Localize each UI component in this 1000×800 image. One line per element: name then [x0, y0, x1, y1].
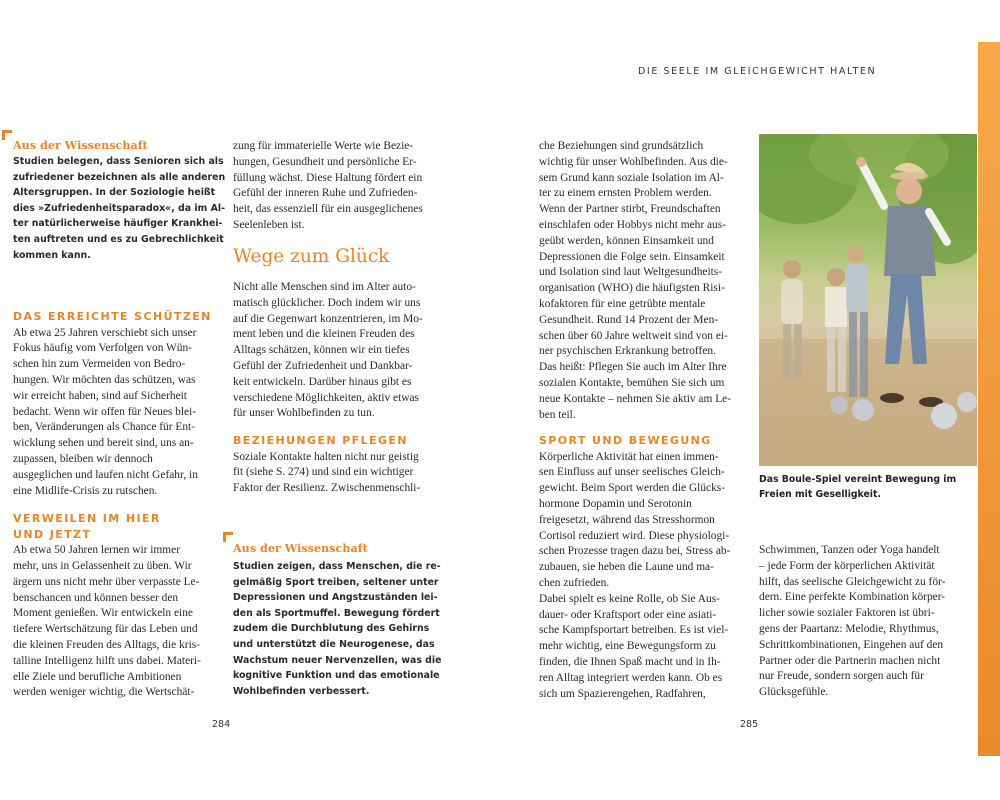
text-line: Dabei spielt es keine Rolle, ob Sie Aus- — [539, 592, 720, 605]
text-line: und Isolation sind laut Weltgesundheits- — [539, 266, 723, 279]
photo-caption — [759, 473, 956, 503]
text-line: Das heißt: Pflegen Sie auch im Alter Ihre — [539, 361, 727, 374]
text-line: licher sowie sozialer Faktoren ist übri- — [759, 607, 935, 620]
text-line: hungen, Gesundheit und persönliche Er- — [233, 155, 417, 168]
text-line: wichtig für unser Wohlbefinden. Aus die- — [539, 155, 728, 168]
text-line: die kleinen Freuden des Alltags, die kris- — [13, 638, 200, 651]
page-number: 285 — [740, 719, 759, 730]
text-line: ner psychischen Erkrankung betroffen. — [539, 345, 716, 358]
text-line: schen über 60 Jahre weltweit sind von ei- — [539, 329, 728, 342]
text-line: dern. Eine perfekte Kombination körper- — [759, 591, 946, 604]
text-line: organisation (WHO) die häufigsten Risi- — [539, 282, 725, 295]
text-line: kommen kann. — [13, 249, 91, 261]
page-number: 284 — [212, 719, 231, 730]
text-line: sen Einfluss auf unser seelisches Gleich- — [539, 466, 725, 479]
text-line: talline Intelligenz hilft uns dabei. Materi- — [13, 654, 201, 667]
text-line: Nicht alle Menschen sind im Alter auto- — [233, 281, 416, 293]
text-line: neue Kontakte – nehmen Sie aktiv am Le- — [539, 392, 731, 405]
science-box-1-text — [13, 154, 226, 263]
chapter-color-tab — [978, 42, 1000, 756]
text-line: Ab etwa 25 Jahren verschiebt sich unser — [13, 326, 197, 339]
column-continuation — [233, 139, 438, 234]
column-continuation — [759, 543, 969, 701]
text-line: sich um Spazierengehen, Radfahren, — [539, 687, 706, 700]
text-line: Wachstum neuer Nervenzellen, was die — [233, 654, 442, 666]
text-line: Cortisol reduziert wird. Diese physiologi- — [539, 529, 730, 542]
text-line: Altersgruppen. In der Soziologie heißt — [13, 187, 216, 199]
text-line: dauer- oder Kraftsport oder eine asiati- — [539, 608, 717, 621]
text-line: gens der Paartanz: Melodie, Rhythmus, — [759, 622, 939, 635]
text-line: hilft, das seelische Gleichgewicht zu för- — [759, 575, 946, 588]
text-line: Partner oder die Partnerin machen nicht — [759, 654, 941, 667]
section-body — [233, 450, 438, 497]
text-line: gewicht. Beim Sport werden die Glücks- — [539, 482, 726, 495]
chapter-wege-zum-glueck — [233, 246, 438, 422]
text-line: und unterstützt die Neurogenese, das — [233, 638, 435, 650]
text-line: – jede Form der körperlichen Aktivität — [759, 559, 935, 572]
text-line: einschlafen oder Hobbys nicht mehr aus- — [539, 218, 726, 231]
text-line: freigesetzt, während das Stresshormon — [539, 513, 715, 526]
box-corner-icon — [223, 532, 233, 542]
text-line: fit (siehe S. 274) und sind ein wichtiger — [233, 466, 414, 479]
text-line: ben teil. — [539, 408, 576, 421]
text-line: keit entwickeln. Darüber hinaus gibt es — [233, 375, 412, 388]
text-line: verschiedene Möglichkeiten, aktiv etwas — [233, 391, 419, 404]
text-line: Gesundheit. Rund 14 Prozent der Men- — [539, 313, 719, 326]
text-line: heit, das essenziell für ein ausgeglichenes — [233, 203, 423, 216]
text-line: matisch glücklicher. Doch indem wir uns — [233, 296, 421, 309]
text-line: sem Grund kann soziale Isolation im Al- — [539, 171, 724, 184]
text-line: ment leben und die kleinen Freuden des — [233, 328, 415, 341]
text-line: mehr wichtig, eine Bewegungsform zu — [539, 640, 716, 653]
text-line: Schrittkombinationen, Eingehen auf den — [759, 638, 944, 651]
chapter-body — [233, 280, 438, 422]
text-line: Depressionen und Angstzuständen lei- — [233, 592, 438, 604]
text-line: den als Sportmuffel. Bewegung fördert — [233, 607, 440, 619]
text-line: gelmäßig Sport treiben, seltener unter — [233, 576, 439, 588]
text-line: zupassen, bleiben wir dennoch — [13, 452, 153, 465]
science-box-2 — [233, 541, 442, 699]
text-line: ter zu einem ernsten Problem werden. — [539, 187, 712, 200]
box-corner-icon — [2, 130, 12, 140]
text-line: mehr, uns in Gelassenheit zu üben. Wir — [13, 559, 192, 572]
section-body — [13, 543, 218, 701]
text-line: nur Freude, sondern sorgen auch für — [759, 670, 924, 683]
text-line: sche Kampfsportart betreiben. Es ist viel- — [539, 624, 729, 637]
caption-line: Freien mit Geselligkeit. — [759, 488, 881, 500]
text-line: bedacht. Wenn wir offen für Neues blei- — [13, 405, 197, 418]
text-line: ausgeglichen und laufen nicht Gefahr, in — [13, 468, 198, 481]
text-line: Moment genießen. Wir entwickeln eine — [13, 607, 193, 620]
text-line: Studien zeigen, dass Menschen, die re- — [233, 561, 441, 572]
text-line: wicklung sehen und bereit sind, uns an- — [13, 437, 194, 450]
section-das-erreichte — [13, 309, 218, 499]
column-continuation — [539, 139, 744, 423]
text-line: zudem die Durchblutung des Gehirns — [233, 623, 430, 635]
text-line: benschancen und können besser den — [13, 591, 179, 604]
text-line: Faktor der Resilienz. Zwischenmenschli- — [233, 482, 421, 495]
text-line: chen zufrieden. — [539, 576, 610, 589]
text-line: Schwimmen, Tanzen oder Yoga handelt — [759, 544, 940, 556]
section-heading: DAS ERREICHTE SCHÜTZEN — [13, 310, 212, 323]
text-line: Wohlbefinden verbessert. — [233, 685, 370, 697]
text-line: tiefere Wertschätzung für das Leben und — [13, 623, 198, 636]
text-line: kofaktoren für eine getrübte mentale — [539, 297, 706, 310]
text-line: ben, Veränderungen als Chance für Ent- — [13, 421, 195, 434]
section-heading: SPORT UND BEWEGUNG — [539, 434, 712, 447]
section-body — [539, 450, 744, 703]
text-line: zubauen, sie heben die Laune und ma- — [539, 561, 714, 574]
text-line: Gefühl der inneren Ruhe und Zufrieden- — [233, 187, 418, 200]
text-line: finden, die Ihnen Spaß macht und in Ih- — [539, 655, 721, 668]
text-line: werden weniger wichtig, die Wertschät- — [13, 686, 195, 699]
text-line: Gefühl der Zufriedenheit und Dankbar- — [233, 359, 413, 372]
section-verweilen — [13, 511, 218, 701]
running-title: DIE SEELE IM GLEICHGEWICHT HALTEN — [638, 66, 877, 77]
text-line: geübt werden, können Einsamkeit und — [539, 234, 714, 247]
text-line: Fokus häufig vom Verfolgen von Wün- — [13, 342, 192, 355]
text-line: Seelenleben ist. — [233, 218, 305, 231]
text-line: dies »Zufriedenheitsparadox«, da im Al- — [13, 202, 225, 214]
section-sport — [539, 433, 744, 702]
text-line: zufriedener bezeichnen als alle anderen — [13, 171, 226, 183]
text-line: schen Prozesse tragen dazu bei, Stress ab- — [539, 545, 731, 558]
section-heading: UND JETZT — [13, 527, 92, 541]
section-beziehungen — [233, 433, 438, 497]
text-line: hormone Dopamin und Serotonin — [539, 497, 692, 510]
text-line: sozialen Kontakte, bemühen Sie sich um — [539, 376, 725, 389]
text-line: Depressionen die Folge sein. Einsamkeit — [539, 250, 725, 263]
text-line: elle Ziele und berufliche Ambitionen — [13, 670, 182, 683]
text-line: ärgern uns nicht mehr über verpasste Le- — [13, 575, 200, 588]
text-line: zung für immaterielle Werte wie Bezie- — [233, 140, 414, 152]
text-line: füllung wächst. Diese Haltung fördert ein — [233, 171, 423, 184]
science-box-1-title: Aus der Wissenschaft — [13, 138, 148, 152]
text-line: Körperliche Aktivität hat einen immen- — [539, 450, 719, 463]
text-line: Soziale Kontakte halten nicht nur geistig — [233, 450, 419, 463]
section-body — [13, 326, 218, 500]
science-box-1 — [13, 138, 226, 263]
science-box-2-text — [233, 559, 442, 699]
text-line: che Beziehungen sind grundsätzlich — [539, 140, 704, 152]
text-line: für unser Wohlbefinden zu tun. — [233, 407, 375, 420]
text-line: Alltags schätzen, können wir ein tiefes — [233, 344, 410, 357]
science-box-2-title: Aus der Wissenschaft — [233, 541, 368, 555]
boule-photo — [759, 134, 977, 466]
text-line: wir erreicht haben, sind auf Sicherheit — [13, 389, 187, 402]
text-line: ten auftreten und es zu Gebrechlichkeit — [13, 233, 224, 245]
boule-photo-illustration — [759, 134, 977, 466]
caption-line: Das Boule-Spiel vereint Bewegung im — [759, 474, 957, 485]
text-line: hungen. Wir möchten das schützen, was — [13, 373, 196, 386]
text-line: schen hin zum Vermeiden von Bedro- — [13, 358, 186, 371]
text-line: kognitive Funktion und das emotionale — [233, 670, 440, 682]
chapter-heading: Wege zum Glück — [233, 246, 390, 267]
text-line: Ab etwa 50 Jahren lernen wir immer — [13, 544, 181, 557]
text-line: Glücksgefühle. — [759, 686, 829, 699]
text-line: Wenn der Partner stirbt, Freundschaften — [539, 203, 721, 216]
text-line: Studien belegen, dass Senioren sich als — [13, 156, 224, 167]
text-line: ren Alltag integriert werden kann. Ob es — [539, 671, 723, 684]
text-line: eine Midlife-Crisis zu rutschen. — [13, 484, 158, 497]
text-line: ter natürlicherweise häufiger Krankhei- — [13, 218, 223, 230]
section-heading: BEZIEHUNGEN PFLEGEN — [233, 434, 408, 447]
text-line: auf die Gegenwart konzentrieren, im Mo- — [233, 312, 423, 325]
section-heading: VERWEILEN IM HIER — [13, 512, 161, 525]
